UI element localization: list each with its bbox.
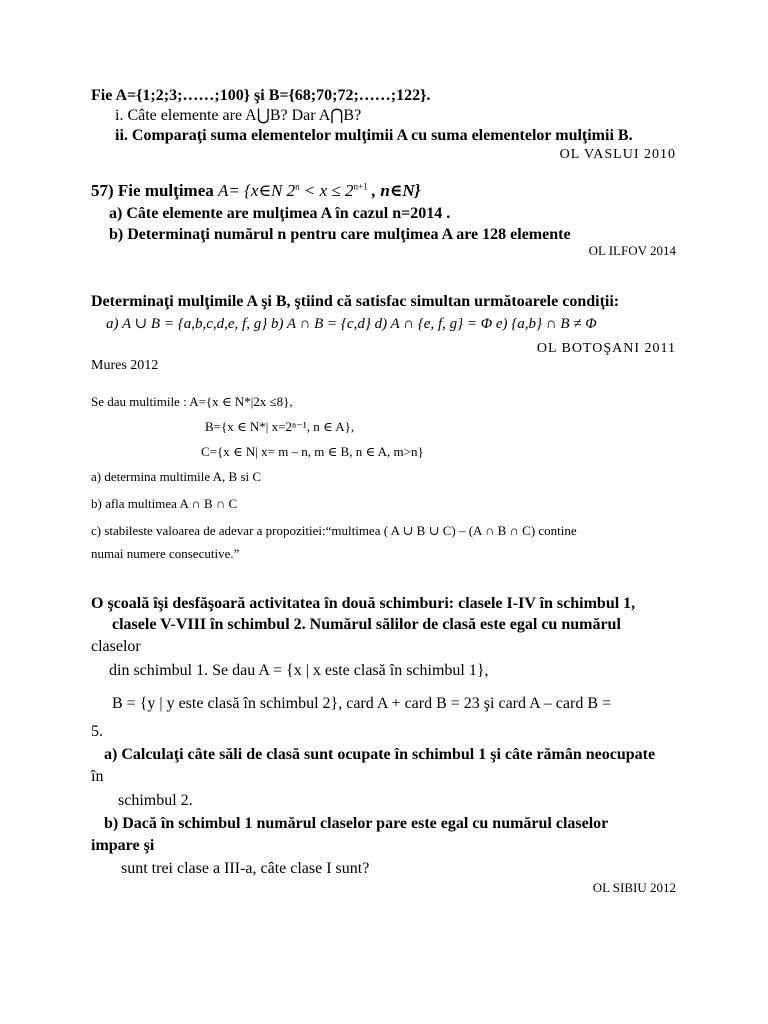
problem2-math-end: , n∈N}	[367, 181, 421, 200]
problem5-source: OL SIBIU 2012	[592, 880, 676, 895]
problem5-line5: B = {y | y este clasă în schimbul 2}, card A + card B = 23 şi card A – card B =	[112, 695, 612, 712]
problem4-header: Mures 2012	[91, 358, 159, 373]
problem1-question-i: i. Câte elemente are A⋃B? Dar A⋂B?	[115, 107, 362, 124]
problem5-question-b: b) Dacă în schimbul 1 numărul claselor pare este egal cu numărul claselor	[104, 815, 609, 832]
problem4-question-c-line2: numai numere consecutive.”	[91, 546, 240, 561]
problem5-question-a: a) Calculaţi câte săli de clasă sunt ocupate în schimbul 1 şi câte rămân neocupate	[104, 746, 656, 763]
problem2-question-a: a) Câte elemente are mulţimea A în cazul n=2014 .	[109, 205, 451, 222]
problem5-line1: O şcoală îşi desfăşoară activitatea în două schimburi: clasele I-IV în schimbul 1,	[91, 595, 636, 612]
problem5-line3: claselor	[91, 638, 141, 655]
problem3-statement: Determinaţi mulţimile A şi B, ştiind că satisfac simultan următoarele condiţii:	[91, 293, 620, 310]
problem3-source: OL BOTOŞANI 2011	[536, 341, 676, 356]
problem1-question-ii: ii. Comparaţi suma elementelor mulţimii A cu suma elementelor mulţimii B.	[115, 127, 633, 144]
problem2-source: OL ILFOV 2014	[588, 243, 676, 258]
problem2-question-b: b) Determinaţi numărul n pentru care mulţimea A are 128 elemente	[109, 226, 571, 243]
problem5-line4: din schimbul 1. Se dau A = {x | x este clasă în schimbul 1},	[109, 662, 489, 679]
problem4-set-c: C={x ∈ N| x= m – n, m ∈ B, n ∈ A, m>n}	[201, 444, 424, 459]
problem4-set-b: B={x ∈ N*| x=2ⁿ⁻¹, n ∈ A},	[205, 419, 355, 434]
problem2-exponent-n1: n+1	[353, 181, 368, 192]
problem5-question-b-cont1: impare şi	[91, 837, 155, 854]
problem3-conditions: a) A ∪ B = {a,b,c,d,e, f, g} b) A ∩ B = {c,d} d) A ∩ {e, f, g} = Φ e) {a,b} ∩ B ≠ Φ	[106, 316, 597, 332]
problem2-statement	[91, 181, 421, 201]
problem5-question-b-cont2: sunt trei clase a III-a, câte clase I sunt?	[121, 860, 370, 877]
problem4-question-a: a) determina multimile A, B si C	[91, 469, 262, 484]
problem1-statement: Fie A={1;2;3;……;100} şi B={68;70;72;……;122}.	[91, 87, 431, 104]
problem2-math-a: A= {x∈N 2	[218, 181, 296, 200]
problem5-line2: clasele V-VIII în schimbul 2. Numărul sălilor de clasă este egal cu numărul	[112, 616, 621, 633]
problem4-question-b: b) afla multimea A ∩ B ∩ C	[91, 496, 238, 511]
problem2-exponent-n: n	[295, 181, 300, 192]
problem2-math-mid: < x ≤ 2	[299, 181, 354, 200]
problem4-intro-set-a: Se dau multimile : A={x ∈ N*|2x ≤8},	[91, 394, 293, 409]
problem5-question-a-cont1: în	[91, 768, 104, 785]
problem5-question-a-cont2: schimbul 2.	[118, 792, 193, 809]
problem2-prefix: 57) Fie mulţimea	[91, 181, 218, 200]
problem4-question-c-line1: c) stabileste valoarea de adevar a propozitiei:“multimea ( A ∪ B ∪ C) – (A ∩ B ∩ C) contine	[91, 523, 577, 538]
problem1-source: OL VASLUI 2010	[559, 147, 676, 162]
problem5-line6: 5.	[91, 723, 103, 740]
